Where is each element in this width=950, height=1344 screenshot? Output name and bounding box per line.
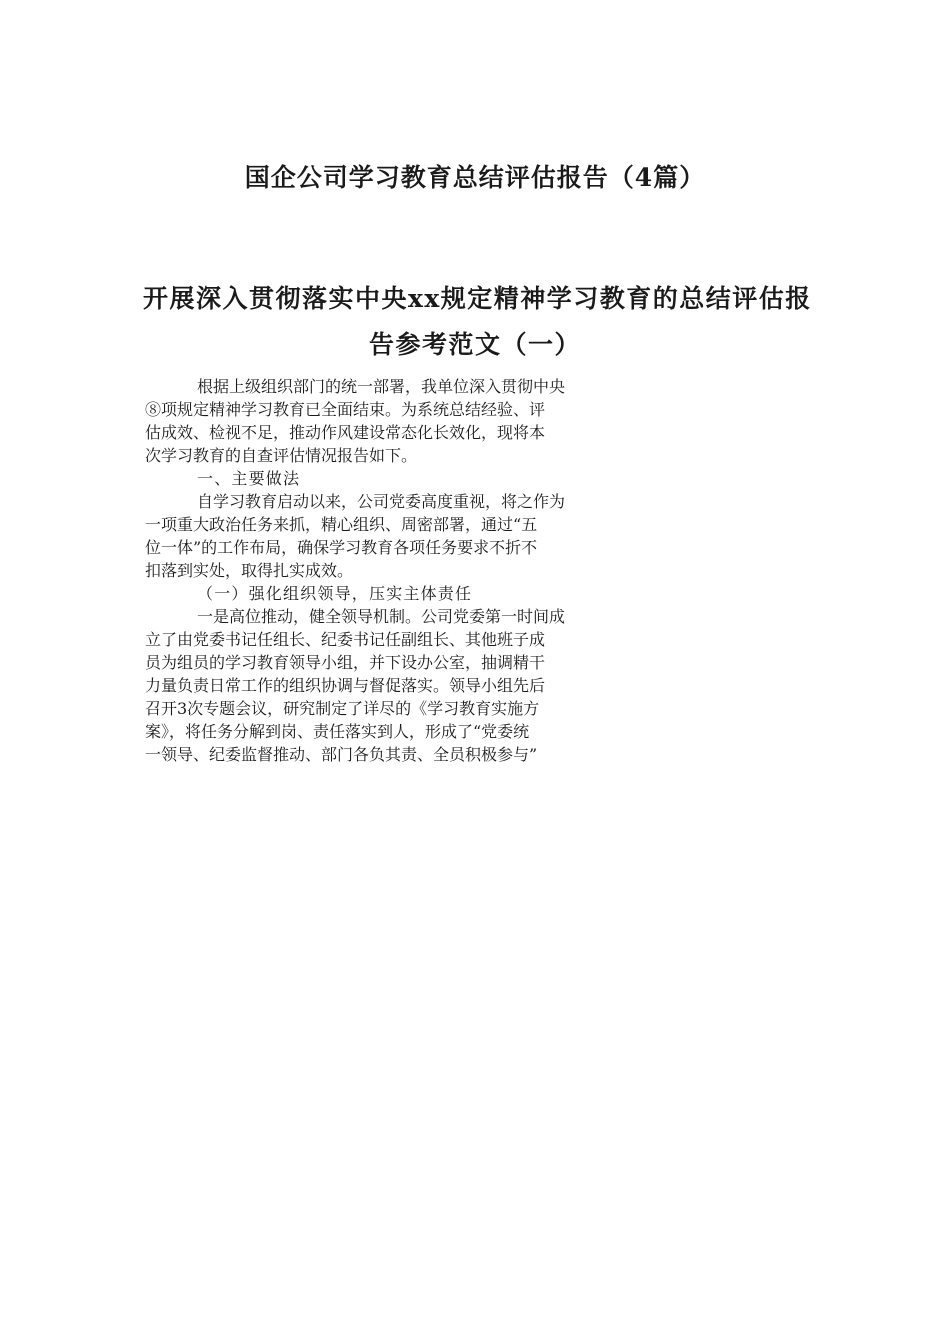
paragraph-intro: [145, 374, 807, 466]
text-line: 自学习教育启动以来，公司党委高度重视，将之作为: [197, 492, 566, 511]
text-line: 位一体”的工作布局，确保学习教育各项任务要求不折不: [145, 538, 538, 557]
section-title-line-2: 告参考范文（一）: [368, 330, 581, 359]
section-title-line-1: 开展深入贯彻落实中央xx规定精神学习教育的总结评估报: [143, 284, 812, 313]
text-line: 召开3次专题会议，研究制定了详尽的《学习教育实施方: [145, 699, 540, 718]
heading-text: 一、主要做法: [197, 469, 301, 488]
text-line: 根据上级组织部门的统一部署，我单位深入贯彻中央: [197, 377, 566, 396]
paragraph-leadership-detail: [145, 604, 807, 765]
document-title: 国企公司学习教育总结评估报告（4篇）: [244, 163, 706, 192]
paragraph-overview: [145, 489, 807, 581]
text-line: ⑧项规定精神学习教育已全面结束。为系统总结经验、评: [145, 400, 546, 419]
text-line: 一项重大政治任务来抓，精心组织、周密部署，通过“五: [145, 515, 538, 534]
subheading-text: （一）强化组织领导，压实主体责任: [197, 584, 473, 603]
text-line: 力量负责日常工作的组织协调与督促落实。领导小组先后: [145, 676, 546, 695]
subheading-leadership: [145, 581, 807, 604]
text-line: 一领导、纪委监督推动、部门各负其责、全员积极参与”: [145, 745, 538, 764]
heading-main-practices: [145, 466, 807, 489]
document-body: [145, 374, 807, 765]
section-title: [143, 276, 812, 368]
text-line: 次学习教育的自查评估情况报告如下。: [145, 446, 418, 465]
text-line: 立了由党委书记任组长、纪委书记任副组长、其他班子成: [145, 630, 546, 649]
text-line: 一是高位推动，健全领导机制。公司党委第一时间成: [197, 607, 566, 626]
text-line: 员为组员的学习教育领导小组，并下设办公室，抽调精干: [145, 653, 546, 672]
text-line: 扣落到实处，取得扎实成效。: [145, 561, 354, 580]
text-line: 估成效、检视不足，推动作风建设常态化长效化，现将本: [145, 423, 546, 442]
text-line: 案》，将任务分解到岗、责任落实到人，形成了“党委统: [145, 722, 530, 741]
